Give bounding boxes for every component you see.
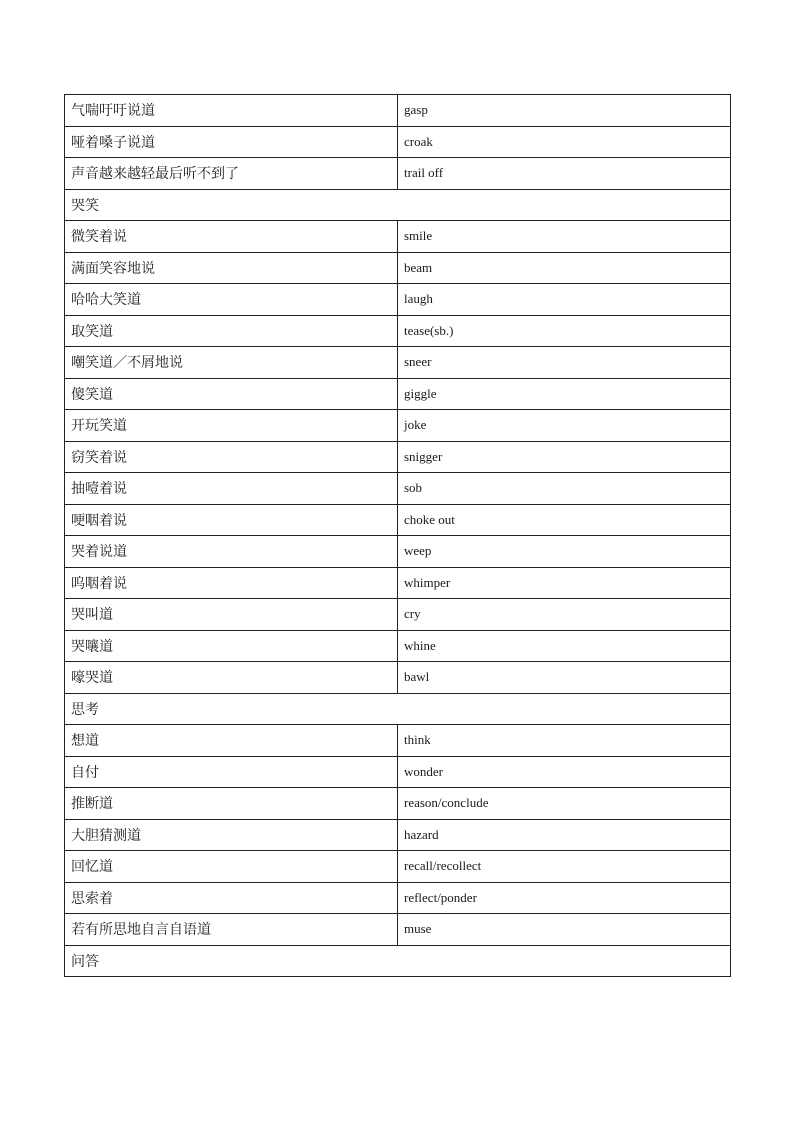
chinese-phrase-cell: 哑着嗓子说道 [65,126,398,158]
chinese-phrase-cell: 思索着 [65,882,398,914]
english-verb-cell: sob [398,473,731,505]
english-verb-cell: bawl [398,662,731,694]
chinese-phrase-cell: 窃笑着说 [65,441,398,473]
table-row [65,504,731,536]
english-verb-cell: choke out [398,504,731,536]
table-row [65,851,731,883]
table-row [65,536,731,568]
chinese-phrase-cell: 微笑着说 [65,221,398,253]
table-row [65,252,731,284]
table-row [65,819,731,851]
chinese-phrase-cell: 哭嚷道 [65,630,398,662]
section-heading-cell: 哭笑 [65,189,731,221]
table-row [65,284,731,316]
table-row [65,473,731,505]
english-verb-cell: smile [398,221,731,253]
section-heading-cell: 思考 [65,693,731,725]
section-row [65,693,731,725]
english-verb-cell: tease(sb.) [398,315,731,347]
section-row [65,189,731,221]
table-row [65,126,731,158]
table-row [65,158,731,190]
section-heading-cell: 问答 [65,945,731,977]
english-verb-cell: recall/recollect [398,851,731,883]
table-row [65,378,731,410]
english-verb-cell: giggle [398,378,731,410]
english-verb-cell: snigger [398,441,731,473]
table-row [65,756,731,788]
chinese-phrase-cell: 满面笑容地说 [65,252,398,284]
chinese-phrase-cell: 回忆道 [65,851,398,883]
table-row [65,788,731,820]
table-row [65,599,731,631]
chinese-phrase-cell: 气喘吁吁说道 [65,95,398,127]
english-verb-cell: think [398,725,731,757]
chinese-phrase-cell: 傻笑道 [65,378,398,410]
chinese-phrase-cell: 哽咽着说 [65,504,398,536]
chinese-phrase-cell: 大胆猜测道 [65,819,398,851]
table-row [65,347,731,379]
table-row [65,882,731,914]
table-row [65,725,731,757]
english-verb-cell: hazard [398,819,731,851]
chinese-phrase-cell: 推断道 [65,788,398,820]
chinese-phrase-cell: 开玩笑道 [65,410,398,442]
english-verb-cell: trail off [398,158,731,190]
section-row [65,945,731,977]
table-row [65,441,731,473]
chinese-phrase-cell: 哈哈大笑道 [65,284,398,316]
english-verb-cell: weep [398,536,731,568]
chinese-phrase-cell: 哭叫道 [65,599,398,631]
chinese-phrase-cell: 哭着说道 [65,536,398,568]
table-row [65,630,731,662]
english-verb-cell: gasp [398,95,731,127]
table-row [65,315,731,347]
chinese-phrase-cell: 嘲笑道／不屑地说 [65,347,398,379]
english-verb-cell: reason/conclude [398,788,731,820]
english-verb-cell: beam [398,252,731,284]
table-row [65,221,731,253]
english-verb-cell: whine [398,630,731,662]
english-verb-cell: laugh [398,284,731,316]
english-verb-cell: reflect/ponder [398,882,731,914]
chinese-phrase-cell: 自付 [65,756,398,788]
english-verb-cell: whimper [398,567,731,599]
english-verb-cell: sneer [398,347,731,379]
english-verb-cell: croak [398,126,731,158]
vocabulary-table [64,94,731,977]
chinese-phrase-cell: 声音越来越轻最后听不到了 [65,158,398,190]
chinese-phrase-cell: 想道 [65,725,398,757]
table-row [65,914,731,946]
table-row [65,662,731,694]
chinese-phrase-cell: 若有所思地自言自语道 [65,914,398,946]
english-verb-cell: cry [398,599,731,631]
chinese-phrase-cell: 取笑道 [65,315,398,347]
table-row [65,567,731,599]
english-verb-cell: wonder [398,756,731,788]
chinese-phrase-cell: 抽噎着说 [65,473,398,505]
vocabulary-table-body [65,95,731,977]
table-row [65,410,731,442]
chinese-phrase-cell: 呜咽着说 [65,567,398,599]
english-verb-cell: joke [398,410,731,442]
table-row [65,95,731,127]
english-verb-cell: muse [398,914,731,946]
chinese-phrase-cell: 嚎哭道 [65,662,398,694]
